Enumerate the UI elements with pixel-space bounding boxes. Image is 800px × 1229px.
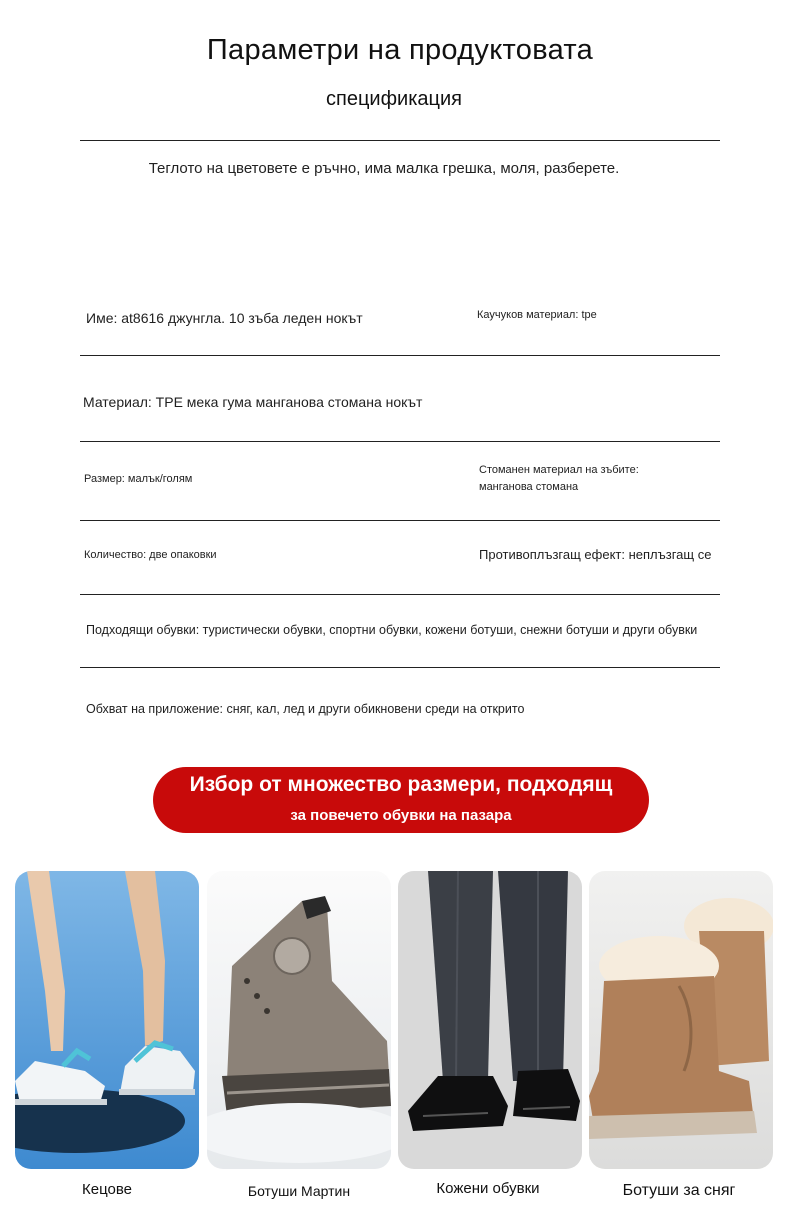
spec-rubber-material: Каучуков материал: tpe: [477, 309, 597, 321]
divider: [80, 667, 720, 668]
divider: [80, 140, 720, 141]
banner-line-1: Избор от множество размери, подходящ: [189, 773, 613, 796]
spec-application-scope: Обхват на приложение: сняг, кал, лед и други обикновени среди на открито: [86, 702, 525, 716]
spec-antislip: Противоплъзгащ ефект: неплъзгащ се: [479, 547, 712, 562]
divider: [80, 520, 720, 521]
spec-name: Име: at8616 джунгла. 10 зъба леден нокът: [86, 310, 363, 326]
spec-size: Размер: малък/голям: [84, 473, 193, 485]
martin-boot-photo: [207, 871, 391, 1169]
card-label-leather-shoes: Кожени обувки: [436, 1180, 540, 1197]
spec-quantity: Количество: две опаковки: [84, 549, 217, 561]
spec-teeth-material-value: манганова стомана: [479, 481, 579, 493]
sizes-banner: [153, 767, 649, 833]
banner-line-2: за повечето обувки на пазара: [290, 807, 512, 824]
spec-material: Материал: TPE мека гума манганова стомана нокът: [83, 394, 423, 410]
card-label-snow-boots: Ботуши за сняг: [622, 1182, 736, 1199]
spec-suitable-shoes: Подходящи обувки: туристически обувки, спортни обувки, кожени ботуши, снежни ботуши и други обувки: [86, 623, 698, 637]
card-label-sneakers: Кецове: [82, 1181, 132, 1198]
weight-note: Теглото на цветовете е ръчно, има малка грешка, моля, разберете.: [148, 160, 620, 177]
divider: [80, 594, 720, 595]
sneakers-photo: [15, 871, 199, 1169]
divider: [80, 355, 720, 356]
divider: [80, 441, 720, 442]
leather-shoes-photo: [398, 871, 582, 1169]
card-label-martin-boots: Ботуши Мартин: [247, 1183, 351, 1199]
snow-boot-photo: [589, 871, 773, 1169]
page-title: Параметри на продуктовата: [206, 34, 594, 66]
page-subtitle: спецификация: [326, 88, 462, 110]
spec-teeth-material-label: Стоманен материал на зъбите:: [479, 464, 639, 476]
